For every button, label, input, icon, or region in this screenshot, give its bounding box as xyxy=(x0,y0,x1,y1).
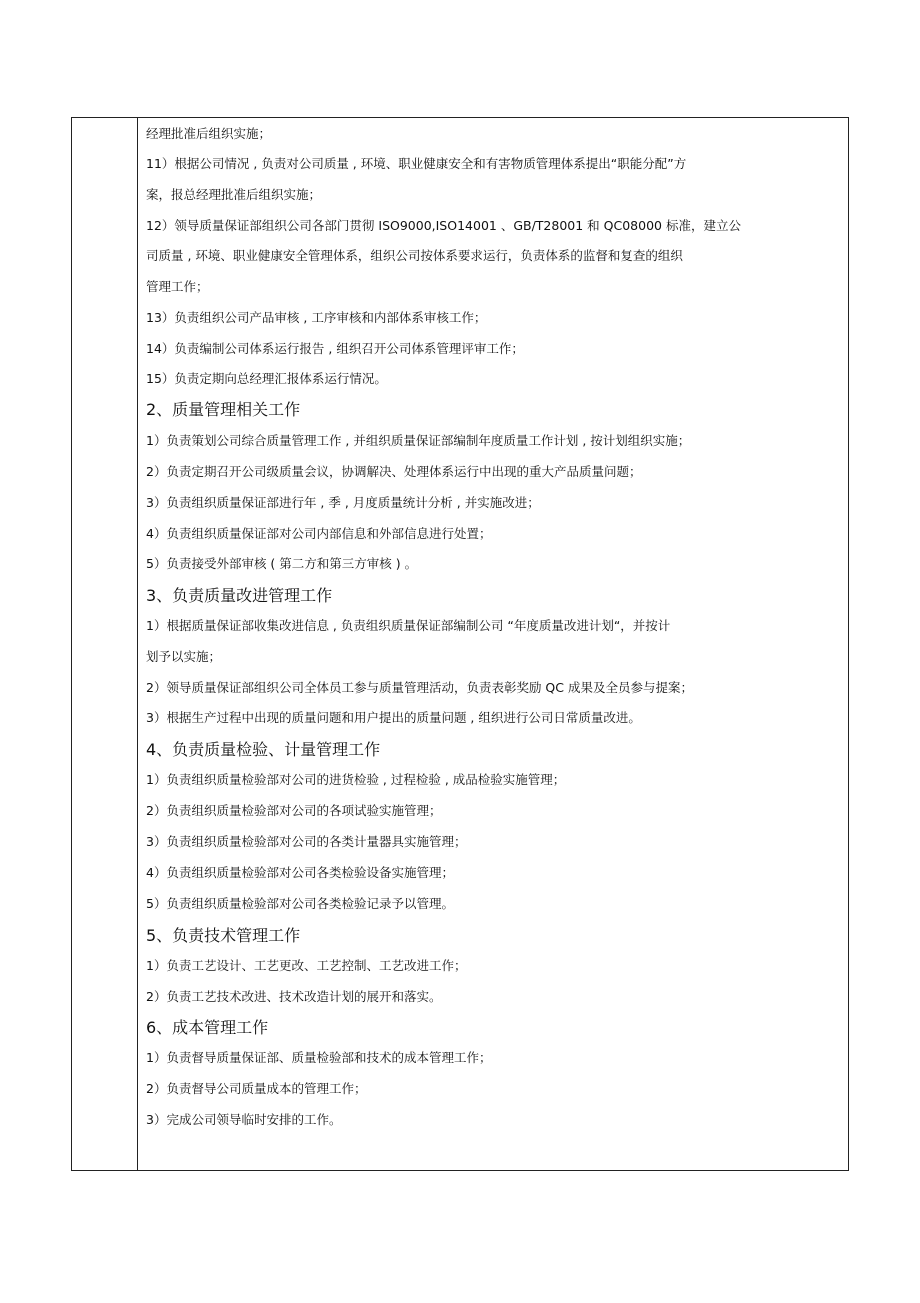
text-line: 3）负责组织质量检验部对公司的各类计量器具实施管理； xyxy=(146,834,467,849)
section-heading: 3、负责质量改进管理工作 xyxy=(146,586,333,605)
text-line: 13）负责组织公司产品审核 , 工序审核和内部体系审核工作； xyxy=(146,310,487,325)
text-line: 4）负责组织质量检验部对公司各类检验设备实施管理； xyxy=(146,865,454,880)
text-line: 5）负责接受外部审核 ( 第二方和第三方审核 ) 。 xyxy=(146,556,418,571)
text-line: 2）负责督导公司质量成本的管理工作； xyxy=(146,1081,367,1096)
text-line: 11）根据公司情况 , 负责对公司质量 , 环境、职业健康安全和有害物质管理体系提出“职能分配”方 xyxy=(146,156,687,171)
text-line: 14）负责编制公司体系运行报告 , 组织召开公司体系管理评审工作； xyxy=(146,341,524,356)
text-line: 2）负责定期召开公司级质量会议，协调解决、处理体系运行中出现的重大产品质量问题； xyxy=(146,464,642,479)
text-line: 5）负责组织质量检验部对公司各类检验记录予以管理。 xyxy=(146,896,454,911)
text-line: 划予以实施； xyxy=(146,649,222,664)
section-heading: 5、负责技术管理工作 xyxy=(146,926,301,945)
text-line: 4）负责组织质量保证部对公司内部信息和外部信息进行处置； xyxy=(146,526,492,541)
text-line: 12）领导质量保证部组织公司各部门贯彻 ISO9000,ISO14001 、GB/T28001 和 QC08000 标准，建立公 xyxy=(146,218,741,233)
text-line: 案，报总经理批准后组织实施； xyxy=(146,187,322,202)
text-line: 3）负责组织质量保证部进行年 , 季 , 月度质量统计分析 , 并实施改进； xyxy=(146,495,540,510)
text-line: 3）根据生产过程中出现的质量问题和用户提出的质量问题 , 组织进行公司日常质量改进。 xyxy=(146,710,641,725)
text-line: 1）根据质量保证部收集改进信息 , 负责组织质量保证部编制公司 “年度质量改进计划“，并按计 xyxy=(146,618,671,633)
text-line: 15）负责定期向总经理汇报体系运行情况。 xyxy=(146,371,387,386)
section-heading: 6、成本管理工作 xyxy=(146,1018,269,1037)
section-heading: 4、负责质量检验、计量管理工作 xyxy=(146,740,381,759)
duty-table xyxy=(71,117,849,1171)
text-line: 管理工作； xyxy=(146,279,209,294)
text-line: 1）负责策划公司综合质量管理工作 , 并组织质量保证部编制年度质量工作计划 , 按计划组织实施； xyxy=(146,433,691,448)
text-line: 1）负责督导质量保证部、质量检验部和技术的成本管理工作； xyxy=(146,1050,492,1065)
section-heading: 2、质量管理相关工作 xyxy=(146,400,301,419)
text-line: 1）负责工艺设计、工艺更改、工艺控制、工艺改进工作； xyxy=(146,958,467,973)
text-line: 经理批准后组织实施； xyxy=(146,126,272,141)
text-line: 2）负责组织质量检验部对公司的各项试验实施管理； xyxy=(146,803,442,818)
text-line: 2）领导质量保证部组织公司全体员工参与质量管理活动，负责表彰奖励 QC 成果及全员参与提案； xyxy=(146,680,693,695)
text-line: 2）负责工艺技术改进、技术改造计划的展开和落实。 xyxy=(146,989,442,1004)
table-label-column xyxy=(72,118,138,1170)
text-line: 1）负责组织质量检验部对公司的进货检验 , 过程检验 , 成品检验实施管理； xyxy=(146,772,566,787)
text-line: 司质量 , 环境、职业健康安全管理体系，组织公司按体系要求运行，负责体系的监督和复查的组织 xyxy=(146,248,683,263)
text-line: 3）完成公司领导临时安排的工作。 xyxy=(146,1112,342,1127)
